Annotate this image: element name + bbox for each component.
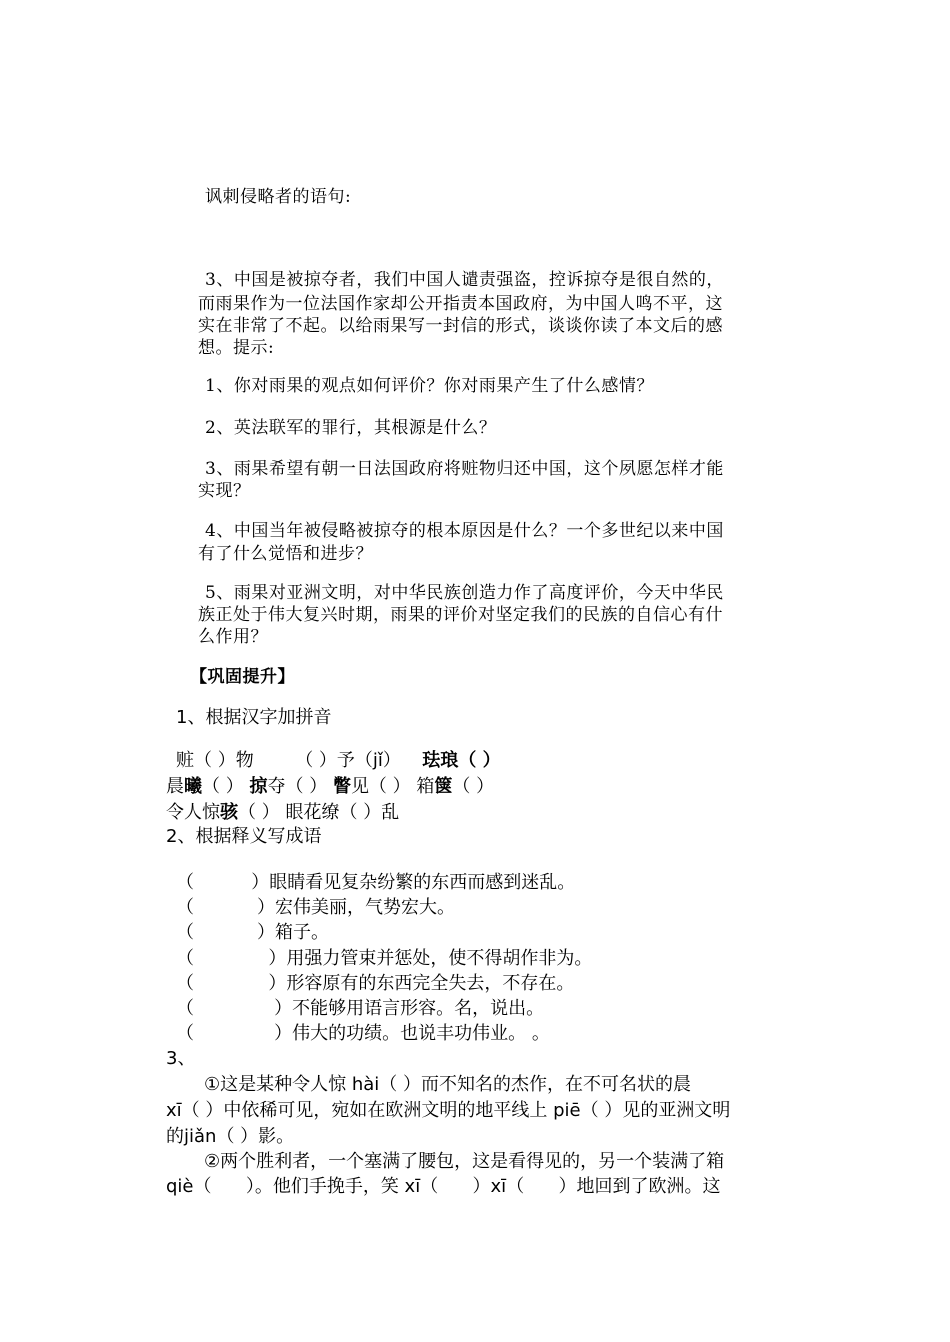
task2-item-2 xyxy=(176,893,455,919)
task1-row2-d-tail: （ ） xyxy=(452,776,495,797)
task2-item-5-text: 形容原有的东西完全失去，不存在。 xyxy=(286,973,575,994)
task2-item-1 xyxy=(176,868,575,894)
task2-item-2-text: 宏伟美丽，气势宏大。 xyxy=(274,897,455,918)
task3-p2-line-2: qiè（ ）。他们手挽手，笑 xī（ ）xī（ ）地回到了欧洲。这 xyxy=(166,1176,721,1197)
task1-row2-d-bold: 箧 xyxy=(434,776,453,797)
task1-title: 1、根据汉字加拼音 xyxy=(176,707,332,728)
task1-row1-a: 赃（ ）物 xyxy=(176,750,254,771)
task1-row2-d: 箱 xyxy=(416,776,435,797)
irony-heading: 讽刺侵略者的语句: xyxy=(205,187,352,207)
task1-row3 xyxy=(166,798,399,824)
task1-row2-a-tail: （ ） xyxy=(202,776,244,797)
task2-title: 2、根据释义写成语 xyxy=(166,826,322,847)
task2-item-1-paren: （ ） xyxy=(176,872,270,893)
task3-p1-line-2: xī（ ）中依稀可见，宛如在欧洲文明的地平线上 piē（ ）见的亚洲文明 xyxy=(166,1100,731,1121)
q3-intro-line-3: 实在非常了不起。以给雨果写一封信的形式，谈谈你读了本文后的感 xyxy=(198,316,723,336)
task2-item-5 xyxy=(176,969,574,995)
hint-5-line-2: 族正处于伟大复兴时期，雨果的评价对坚定我们的民族的自信心有什 xyxy=(198,605,723,625)
task1-row2 xyxy=(166,772,494,798)
section-title: 【巩固提升】 xyxy=(190,667,295,687)
task2-item-1-text: 眼睛看见复杂纷繁的东西而感到迷乱。 xyxy=(269,872,576,893)
task2-item-2-paren: （ ） xyxy=(176,897,275,918)
task2-item-6 xyxy=(176,994,544,1020)
hint-1: 1、你对雨果的观点如何评价？你对雨果产生了什么感情？ xyxy=(205,376,654,396)
task2-item-3 xyxy=(176,918,329,944)
hint-3-line-2: 实现？ xyxy=(198,481,251,501)
task2-item-7 xyxy=(176,1019,550,1045)
task2-item-6-text: 不能够用语言形容。名，说出。 xyxy=(292,998,545,1019)
task2-item-3-text: 箱子。 xyxy=(274,922,329,943)
q3-intro-line-2: 而雨果作为一位法国作家却公开指责本国政府，为中国人鸣不平，这 xyxy=(198,294,723,314)
task2-item-5-paren: （ ） xyxy=(176,973,287,994)
task1-row1 xyxy=(176,746,501,772)
task1-row3-a-tail: （ ） xyxy=(238,802,280,823)
hint-4-line-1: 4、中国当年被侵略被掠夺的根本原因是什么？一个多世纪以来中国 xyxy=(205,521,724,541)
task3-p2-line-1: ②两个胜利者，一个塞满了腰包，这是看得见的，另一个装满了箱 xyxy=(204,1151,725,1172)
task1-row3-a: 令人惊 xyxy=(166,802,220,823)
task1-row2-c-tail: 见（ ） xyxy=(350,776,411,797)
hint-4-line-2: 有了什么觉悟和进步？ xyxy=(198,544,373,564)
task3-p1-line-3: 的jiǎn（ ）影。 xyxy=(166,1126,295,1147)
hint-5-line-3: 么作用？ xyxy=(198,627,268,647)
hint-3-line-1: 3、雨果希望有朝一日法国政府将赃物归还中国，这个夙愿怎样才能 xyxy=(205,459,724,479)
task2-item-4-text: 用强力管束并惩处，使不得胡作非为。 xyxy=(286,948,593,969)
task2-item-7-paren: （ ） xyxy=(176,1023,293,1044)
q3-intro-line-1: 3、中国是被掠夺者，我们中国人谴责强盗，控诉掠夺是很自然的， xyxy=(205,270,724,290)
hint-5-line-1: 5、雨果对亚洲文明，对中华民族创造力作了高度评价，今天中华民 xyxy=(205,583,724,603)
task1-row2-a: 晨 xyxy=(166,776,184,797)
q3-intro-line-4: 想。提示: xyxy=(198,338,275,358)
task1-row3-b: 眼花缭（ ）乱 xyxy=(285,802,400,823)
task1-row2-b-tail: 夺（ ） xyxy=(267,776,328,797)
task1-row1-c: 珐琅（ ） xyxy=(422,750,501,771)
task2-item-6-paren: （ ） xyxy=(176,998,293,1019)
task1-row2-a-bold: 曦 xyxy=(184,776,202,797)
task2-item-7-text: 伟大的功绩。也说丰功伟业。 。 xyxy=(292,1023,550,1044)
task2-item-4 xyxy=(176,944,592,970)
task3-title: 3、 xyxy=(166,1048,196,1069)
task1-row2-b-bold: 掠 xyxy=(249,776,268,797)
task3-p1-line-1: ①这是某种令人惊 hài（ ）而不知名的杰作，在不可名状的晨 xyxy=(204,1074,692,1095)
hint-2: 2、英法联军的罪行，其根源是什么？ xyxy=(205,418,497,438)
task2-item-3-paren: （ ） xyxy=(176,922,275,943)
task1-row2-c-bold: 瞥 xyxy=(332,776,351,797)
task2-item-4-paren: （ ） xyxy=(176,948,287,969)
task1-row3-a-bold: 骇 xyxy=(220,802,238,823)
task1-row1-b: （ ）予（jǐ） xyxy=(295,750,401,771)
